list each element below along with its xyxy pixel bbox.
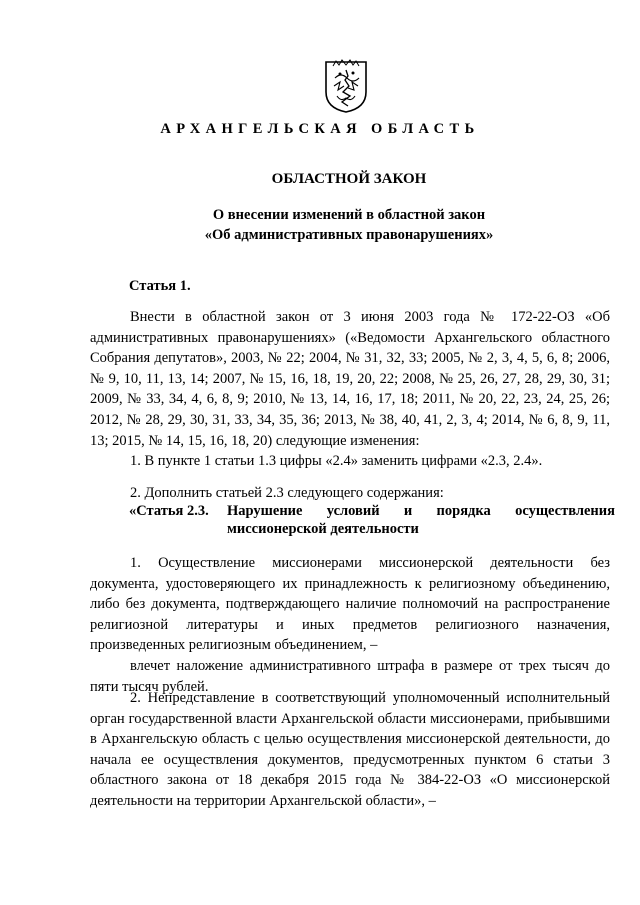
- article-2-3-title-line-1: Нарушение условий и порядка осуществления: [227, 503, 615, 519]
- clause-1-paragraph: 1. Осуществление миссионерами миссионерской деятельности без документа, удостоверяющего их принадлежность к религиозному объединению, либо без документа, подтверждающего наличие полномочий на распространение религиозной литературы и иных предметов религиозного назначения, произведенных религиозным объединением, –: [90, 555, 610, 654]
- clause-2-paragraph: 2. Непредставление в соответствующий уполномоченный исполнительный орган государственной власти Архангельской области миссионерами, прибывшими в Архангельскую область с целью осуществления миссионерской деятельности, до начала ее осуществления документов, предусмотренных пунктом 6 статьи 3 областного закона от 18 декабря 2015 года № 384-22-ОЗ «О миссионерской деятельности на территории Архангельской области», –: [90, 690, 610, 809]
- region-heading: АРХАНГЕЛЬСКАЯ ОБЛАСТЬ: [160, 121, 480, 137]
- law-type-heading: ОБЛАСТНОЙ ЗАКОН: [271, 171, 427, 187]
- article-1-intro-paragraph: Внести в областной закон от 3 июня 2003 года № 172-22-ОЗ «Об административных правонарушениях» («Ведомости Архангельского областного Собрания депутатов», 2003, № 22; 2004, № 31, 32, 33; 2005, № 2, 3, 4, 5, 6, 8; 2006, № 9, 10, 11, 13, 14; 2007, № 15, 16, 18, 19, 20, 22; 2008, № 25, 26, 27, 28, 29, 30, 31; 2009, № 33, 34, 4, 6, 8, 9; 2010, № 13, 14, 16, 17, 18; 2011, № 20, 22, 23, 24, 25, 26; 2012, № 28, 29, 30, 31, 33, 34, 35, 36; 2013, № 38, 40, 41, 2, 3, 4; 2014, № 6, 8, 9, 11, 13; 2015, № 14, 15, 16, 18, 20) следующие изменения:: [90, 309, 610, 449]
- penalty-1-paragraph: влечет наложение административного штрафа в размере от трех тысяч до пяти тысяч рублей.: [90, 658, 610, 695]
- amendment-item-1: 1. В пункте 1 статьи 1.3 цифры «2.4» заменить цифрами «2.3, 2.4».: [130, 453, 543, 469]
- law-title-line-2: «Об административных правонарушениях»: [204, 227, 494, 243]
- amendment-item-2: 2. Дополнить статьей 2.3 следующего содержания:: [130, 485, 444, 501]
- law-title: [0, 205, 640, 245]
- article-2-3-label: «Статья 2.3.: [129, 503, 209, 519]
- article-1-heading: Статья 1.: [129, 278, 191, 294]
- law-title-line-1: О внесении изменений в областной закон: [212, 207, 486, 223]
- coat-of-arms-icon: [323, 58, 369, 114]
- article-2-3-title-line-2: миссионерской деятельности: [227, 521, 419, 537]
